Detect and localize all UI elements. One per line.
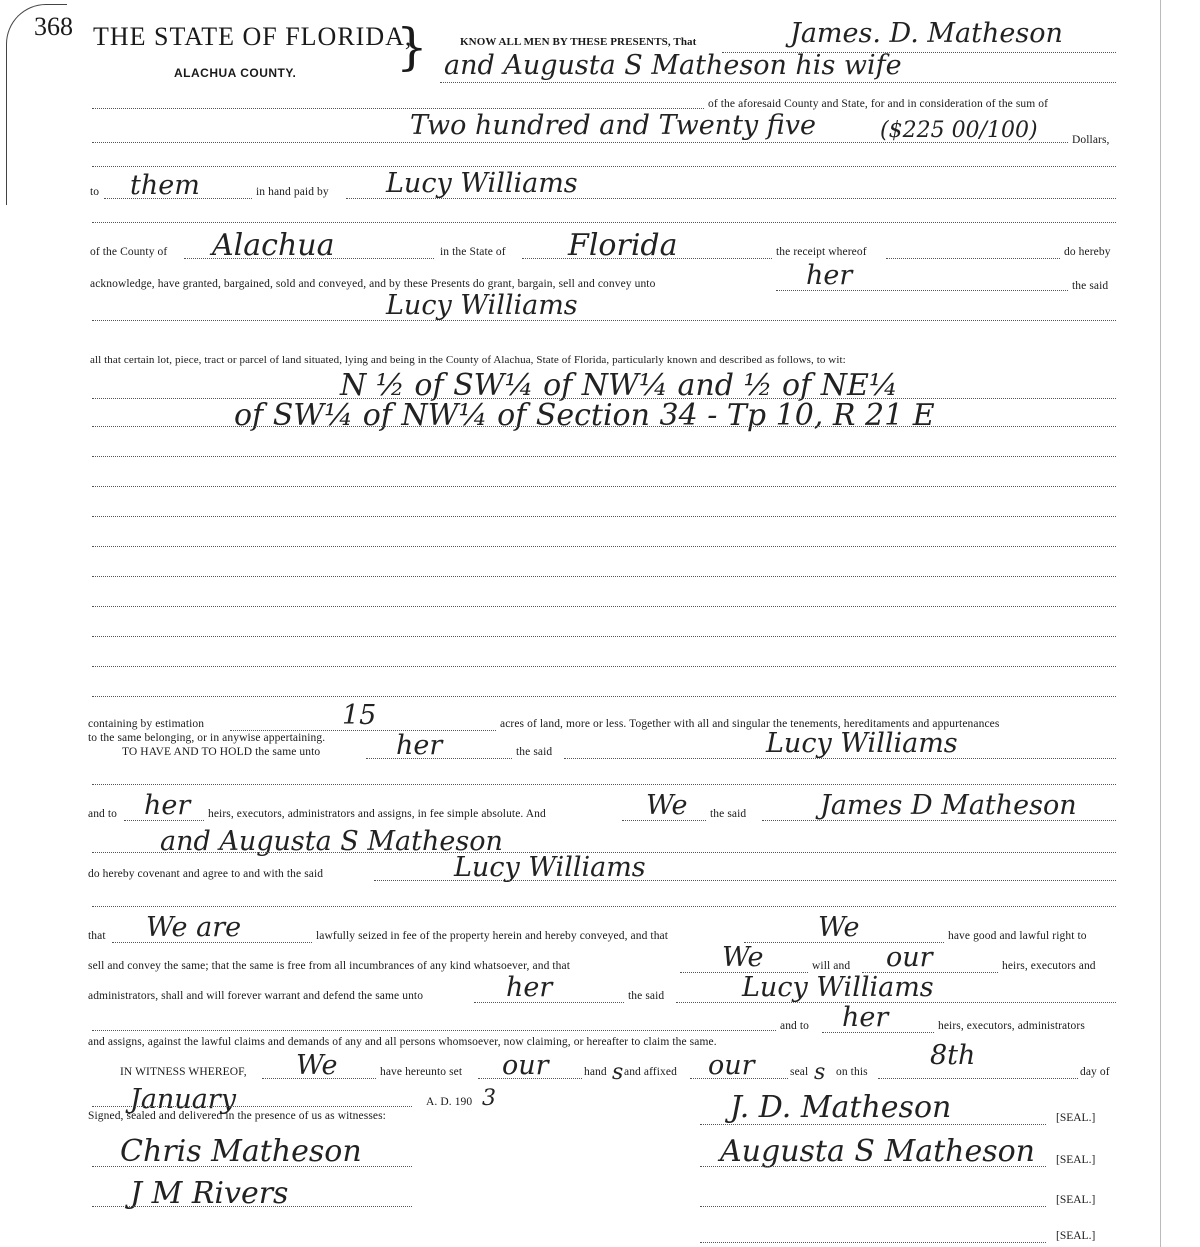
rule	[762, 820, 1116, 821]
rule	[184, 258, 434, 259]
rule	[104, 198, 252, 199]
and-to-text: and to	[88, 808, 118, 820]
rule	[564, 758, 1116, 759]
covenant-with-value: Lucy Williams	[454, 852, 646, 883]
legal-description-2: of SW¼ of NW¼ of Section 34 - Tp 10, R 21 E	[234, 398, 935, 433]
seal-mark-3: [SEAL.]	[1056, 1194, 1096, 1206]
rule	[92, 666, 1116, 667]
ad-text: A. D. 190	[426, 1096, 473, 1108]
county-name: ALACHUA COUNTY.	[174, 66, 297, 80]
signature-1: J. D. Matheson	[730, 1090, 952, 1125]
and-affixed-text: and affixed	[624, 1066, 677, 1078]
rule	[878, 1078, 1078, 1079]
rule	[92, 784, 1116, 785]
rule	[92, 696, 1116, 697]
rule	[92, 426, 1116, 427]
seal-mark-2: [SEAL.]	[1056, 1154, 1096, 1166]
rule	[92, 108, 704, 109]
rule	[622, 820, 706, 821]
to-have-text: TO HAVE AND TO HOLD the same unto	[122, 746, 321, 758]
rule	[92, 906, 1116, 907]
defend-said-value: Lucy Williams	[742, 972, 934, 1003]
rule	[374, 880, 1116, 881]
heirs-exec-text: heirs, executors, administrators and assigns, in fee simple absolute. And	[208, 808, 546, 820]
signature-2: Augusta S Matheson	[720, 1134, 1035, 1169]
rule	[92, 142, 1068, 143]
rule	[92, 516, 1116, 517]
rule	[92, 456, 1116, 457]
the-said-text-2: the said	[516, 746, 553, 758]
defend-unto-value: her	[506, 972, 553, 1003]
page-number: 368	[34, 12, 73, 41]
acknowledge-text: acknowledge, have granted, bargained, sold and conveyed, and by these Presents do grant, bargain, sell and convey unto	[90, 278, 656, 290]
day-of-text: day of	[1080, 1066, 1110, 1078]
to-text: to	[90, 186, 100, 198]
in-hand-paid-text: in hand paid by	[256, 186, 329, 198]
rule	[124, 820, 204, 821]
grantor-name: James. D. Matheson	[790, 18, 1063, 49]
witness-1-signature: Chris Matheson	[120, 1134, 362, 1169]
rule	[886, 258, 1060, 259]
rule	[92, 222, 1116, 223]
and-to-value-2: her	[842, 1002, 889, 1033]
will-and-value: our	[886, 942, 933, 973]
acres-text: acres of land, more or less. Together with all and singular the tenements, hereditaments and appurtenances	[500, 718, 1000, 730]
hand-text: hand	[584, 1066, 607, 1078]
county-of-value: Alachua	[212, 228, 335, 263]
set-our-value: our	[502, 1050, 549, 1081]
rule	[112, 942, 312, 943]
rule	[92, 166, 1116, 167]
rule	[522, 258, 772, 259]
do-hereby-text: do hereby	[1064, 246, 1111, 258]
rule	[366, 758, 512, 759]
legal-description-1: N ½ of SW¼ of NW¼ and ½ of NE¼	[340, 368, 898, 403]
containing-text: containing by estimation	[88, 718, 205, 730]
rule	[700, 1124, 1046, 1125]
seal-mark-1: [SEAL.]	[1056, 1112, 1096, 1124]
heirs-and-text: heirs, executors and	[1002, 960, 1096, 972]
witness-we-value: We	[296, 1050, 338, 1081]
margin-line	[1160, 0, 1162, 1247]
rule	[92, 320, 1116, 321]
day-value: 8th	[930, 1040, 976, 1071]
of-county-text: of the County of	[90, 246, 168, 258]
sum-words: Two hundred and Twenty five	[410, 110, 817, 141]
rule	[92, 636, 1116, 637]
and-to-value: her	[144, 790, 191, 821]
paid-by-name: Lucy Williams	[386, 168, 578, 199]
state-of-value: Florida	[568, 228, 678, 263]
rule	[92, 486, 1116, 487]
covenant-text: do hereby covenant and agree to and with the said	[88, 868, 324, 880]
we-said-value-2: and Augusta S Matheson	[160, 826, 503, 857]
rule	[92, 546, 1116, 547]
that-value: We are	[146, 912, 242, 943]
year-suffix-value: 3	[482, 1086, 496, 1111]
sell-we-value: We	[722, 942, 764, 973]
have-good-text: have good and lawful right to	[948, 930, 1087, 942]
state-title: THE STATE OF FLORIDA,	[93, 22, 413, 51]
rule	[92, 576, 1116, 577]
seal-s-value: s	[814, 1060, 826, 1085]
brace-icon: }	[396, 18, 428, 76]
in-state-text: in the State of	[440, 246, 506, 258]
will-and-text: will and	[812, 960, 851, 972]
rule	[700, 1206, 1046, 1207]
to-whom: them	[130, 170, 200, 201]
month-value: January	[130, 1084, 236, 1115]
lawfully-text: lawfully seized in fee of the property herein and hereby conveyed, and that	[316, 930, 669, 942]
rule	[690, 1078, 788, 1079]
rule	[92, 606, 1116, 607]
grantor-continued: and Augusta S Matheson his wife	[444, 50, 902, 81]
hand-s-value: s	[612, 1060, 624, 1085]
and-we-value: We	[646, 790, 688, 821]
and-assigns-text: and assigns, against the lawful claims and demands of any and all persons whomsoever, now claiming, or hereafter to claim the same.	[88, 1036, 717, 1048]
rule	[230, 730, 496, 731]
the-said-text-4: the said	[628, 990, 665, 1002]
heirs-admin-text: heirs, executors, administrators	[938, 1020, 1085, 1032]
know-all-men: KNOW ALL MEN BY THESE PRESENTS, That	[460, 36, 697, 48]
hold-said-value: Lucy Williams	[766, 728, 958, 759]
hold-unto-value: her	[396, 730, 443, 761]
rule	[262, 1078, 376, 1079]
rule	[474, 1002, 624, 1003]
the-said-text: the said	[1072, 280, 1109, 292]
and-to-text-2: and to	[780, 1020, 810, 1032]
grantee-name: Lucy Williams	[386, 290, 578, 321]
that-text: that	[88, 930, 106, 942]
we-said-value-1: James D Matheson	[820, 790, 1077, 821]
administrators-text: administrators, shall and will forever warrant and defend the same unto	[88, 990, 424, 1002]
rule	[92, 1106, 412, 1107]
all-that-text: all that certain lot, piece, tract or parcel of land situated, lying and being in the County of Alachua, State of Florida, particularly known and described as follows, to wit:	[90, 354, 846, 366]
witness-2-signature: J M Rivers	[130, 1176, 289, 1211]
dollars-text: Dollars,	[1072, 134, 1110, 146]
belonging-text: to the same belonging, or in anywise appertaining.	[88, 732, 326, 744]
have-hereunto-text: have hereunto set	[380, 1066, 463, 1078]
seal-mark-4: [SEAL.]	[1056, 1230, 1096, 1242]
receipt-text: the receipt whereof	[776, 246, 867, 258]
rule	[676, 1002, 1116, 1003]
rule	[440, 82, 1116, 83]
rule	[822, 1032, 934, 1033]
and-that-value: We	[818, 912, 860, 943]
in-witness-text: IN WITNESS WHEREOF,	[120, 1066, 247, 1078]
rule	[776, 290, 1068, 291]
the-said-text-3: the said	[710, 808, 747, 820]
sell-convey-text: sell and convey the same; that the same is free from all incumbrances of any kind whatsoever, and that	[88, 960, 571, 972]
rule	[700, 1166, 1046, 1167]
rule	[92, 1030, 776, 1031]
rule	[700, 1242, 1046, 1243]
affixed-our-value: our	[708, 1050, 755, 1081]
rule	[92, 1166, 412, 1167]
rule	[346, 198, 1116, 199]
acres-value: 15	[342, 700, 377, 731]
sum-figure: ($225 00/100)	[880, 118, 1038, 143]
seal-text: seal	[790, 1066, 809, 1078]
rule	[92, 1206, 412, 1207]
on-this-text: on this	[836, 1066, 868, 1078]
signed-sealed-text: Signed, sealed and delivered in the presence of us as witnesses:	[88, 1110, 386, 1122]
convey-unto-value: her	[806, 260, 853, 291]
aforesaid-text: of the aforesaid County and State, for and in consideration of the sum of	[708, 98, 1049, 110]
rule	[478, 1078, 582, 1079]
